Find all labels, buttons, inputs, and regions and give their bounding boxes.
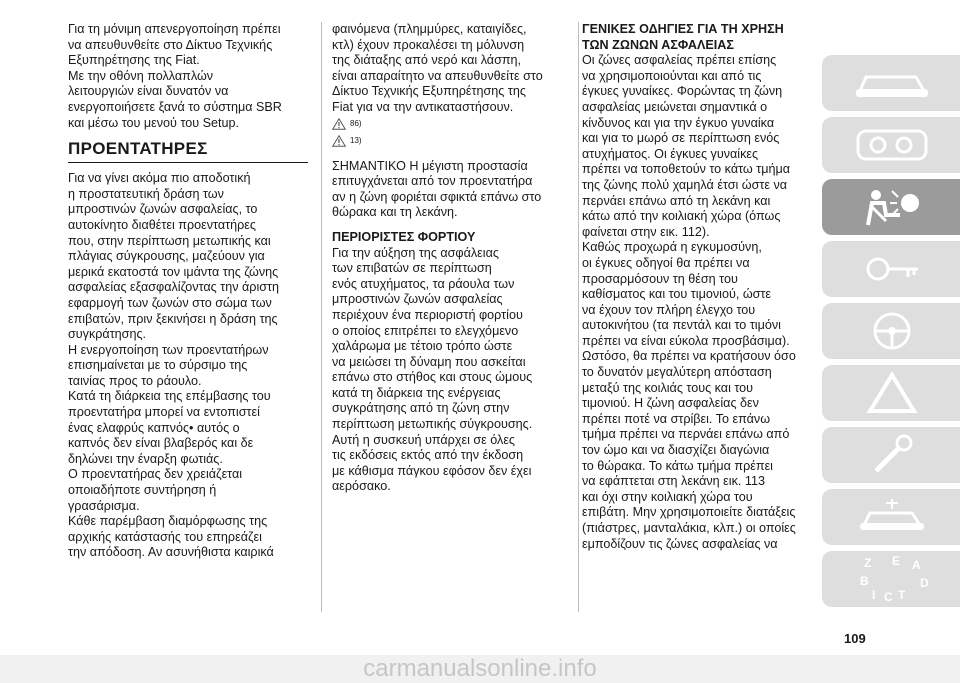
dashboard-icon xyxy=(842,123,942,167)
section-heading-load-limiters: ΠΕΡΙΟΡΙΣΤΕΣ ΦΟΡΤΙΟΥ xyxy=(332,229,476,244)
watermark: carmanualsonline.info xyxy=(0,655,960,683)
text-line: την απόδοση. Αν ασυνήθιστα καιρικά xyxy=(68,545,274,560)
text-line: Κάθε παρέμβαση διαμόρφωσης της xyxy=(68,514,268,529)
text-line: οι έγκυες οδηγοί θα πρέπει να xyxy=(582,255,750,270)
text-line: με κάθισμα πάγκου εφόσον δεν έχει xyxy=(332,463,532,478)
text-line: να έχουν τον πλήρη έλεγχο του xyxy=(582,302,756,317)
section-heading-general-instructions xyxy=(582,22,802,53)
intro-paragraph xyxy=(68,22,308,131)
text-line: ενεργοποιήσετε ξανά το σύστημα SBR xyxy=(68,99,282,114)
chapter-tabs xyxy=(820,55,960,615)
text-line: ένας ελαφρύς καπνός• αυτός ο xyxy=(68,420,240,435)
text-line: Για να γίνει ακόμα πιο αποδοτική xyxy=(68,171,251,186)
text-line: πρέπει ποτέ να στρίβει. Το επάνω xyxy=(582,411,771,426)
caution-ref-number: 13) xyxy=(350,136,362,146)
ignition-key-icon xyxy=(842,247,942,291)
text-line: πρέπει να είναι εύκολα προσβάσιμα). xyxy=(582,333,790,348)
text-line: θώρακα και τη λεκάνη. xyxy=(332,205,458,220)
svg-text:Z: Z xyxy=(864,556,872,570)
svg-text:I: I xyxy=(872,588,876,602)
text-line: είναι απαραίτητο να απευθυνθείτε στο xyxy=(332,68,543,83)
section-heading-pretensioners: ΠΡΟΕΝΤΑΤΗΡΕΣ xyxy=(68,139,308,163)
text-line: να απευθυνθείτε στο Δίκτυο Τεχνικής xyxy=(68,37,273,52)
text-line: Ο προεντατήρας δεν χρειάζεται xyxy=(68,467,243,482)
text-line: φαινόμενα (πλημμύρες, καταιγίδες, xyxy=(332,22,527,36)
tab-index[interactable] xyxy=(822,551,960,607)
text-line: καπνός δεν είναι βλαβερός και δε xyxy=(68,436,254,451)
tab-technical-specs[interactable] xyxy=(822,489,960,545)
text-line: αερόσακο. xyxy=(332,479,391,494)
warning-ref-number: 86) xyxy=(350,119,362,129)
text-line: επιβάτη. Μην χρησιμοποιείτε διατάξεις xyxy=(582,505,796,520)
tab-maintenance[interactable] xyxy=(822,427,960,483)
text-line: των επιβατών σε περίπτωση xyxy=(332,261,492,276)
text-line: ενός ατυχήματος, τα ράουλα των xyxy=(332,276,515,291)
text-line: Καθώς προχωρά η εγκυμοσύνη, xyxy=(582,240,762,255)
pretensioners-paragraph xyxy=(68,171,308,561)
svg-text:T: T xyxy=(898,588,906,602)
caution-triangle-icon xyxy=(332,135,346,147)
text-line: και μέσω του μενού του Setup. xyxy=(68,115,240,130)
text-line: συγκράτησης. xyxy=(68,327,147,342)
text-line: μερικά εκατοστά τον ιμάντα της ζώνης xyxy=(68,264,279,279)
text-line: εφαρμογή των ζωνών στο σώμα των xyxy=(68,295,272,310)
text-line: ΣΗΜΑΝΤΙΚΟ Η μέγιστη προστασία xyxy=(332,158,528,173)
text-line: επιβατών, πριν ξεκινήσει η δράση της xyxy=(68,311,278,326)
text-line: προσαρμόσουν τη θέση του xyxy=(582,271,738,286)
text-line: μπροστινών ζωνών ασφαλείας xyxy=(332,292,503,307)
tab-emergency[interactable] xyxy=(822,365,960,421)
page-number: 109 xyxy=(844,631,866,646)
text-line: ασφαλείας εξασφαλίζοντας την άριστη xyxy=(68,280,279,295)
text-line: η προστατευτική δράση των xyxy=(68,186,224,201)
text-line: Για τη μόνιμη απενεργοποίηση πρέπει xyxy=(68,22,281,36)
text-line: κτλ) έχουν προκαλέσει τη μόλυνση xyxy=(332,37,525,52)
car-icon xyxy=(842,61,942,105)
text-line: το θώρακα. Το κάτω τμήμα πρέπει xyxy=(582,458,773,473)
svg-text:E: E xyxy=(892,554,901,568)
load-limiters-paragraph xyxy=(332,246,572,496)
text-line: Εξυπηρέτησης της Fiat. xyxy=(68,53,200,68)
text-line: ατυχήματος. Οι έγκυες γυναίκες xyxy=(582,146,759,161)
text-line: εμποδίζουν τις ζώνες ασφαλείας να xyxy=(582,536,778,551)
column-3 xyxy=(582,22,802,552)
column-1 xyxy=(68,22,308,561)
important-note xyxy=(332,159,572,221)
svg-text:B: B xyxy=(860,574,869,588)
text-line: ταινίας προς το ράουλο. xyxy=(68,373,202,388)
text-line: αν η ζώνη φοριέται σφικτά επάνω στο xyxy=(332,189,542,204)
text-line: τις εκδόσεις εκτός από την έκδοση xyxy=(332,448,524,463)
svg-text:C: C xyxy=(884,590,893,603)
text-line: τιμονιού. Η ζώνη ασφαλείας δεν xyxy=(582,396,759,411)
text-line: και όχι στην κοιλιακή χώρα του xyxy=(582,489,753,504)
tab-safety[interactable] xyxy=(822,179,960,235)
text-line: Δίκτυο Τεχνικής Εξυπηρέτησης της xyxy=(332,84,526,99)
text-line: οποιαδήποτε συντήρηση ή xyxy=(68,483,217,498)
text-line: το δυνατόν μεγαλύτερη απόσταση xyxy=(582,365,772,380)
text-line: κίνδυνος και για την έγκυο γυναίκα xyxy=(582,115,775,130)
text-line: Ωστόσο, θα πρέπει να κρατήσουν όσο xyxy=(582,349,796,364)
text-line: λειτουργιών είναι δυνατόν να xyxy=(68,84,229,99)
caution-reference xyxy=(332,133,572,150)
text-line: Fiat για να την αντικαταστήσουν. xyxy=(332,99,514,114)
tab-starting[interactable] xyxy=(822,241,960,297)
steering-wheel-icon xyxy=(842,309,942,353)
text-line: κατά τη διάρκεια της ενέργειας xyxy=(332,385,501,400)
specs-car-icon xyxy=(842,495,942,539)
text-line: χαλάρωμα με τέτοιο τρόπο ώστε xyxy=(332,339,513,354)
text-line: τον ώμο και να διασχίζει διαγώνια xyxy=(582,443,770,458)
text-line: επάνω στο στήθος και στους ώμους xyxy=(332,370,533,385)
text-line: έγκυες γυναίκες. Φορώντας τη ζώνη xyxy=(582,84,783,99)
svg-text:D: D xyxy=(920,576,929,590)
text-line: μπροστινών ζωνών ασφαλείας, το xyxy=(68,202,258,217)
text-line: επισημαίνεται με το σύρσιμο της xyxy=(68,358,248,373)
text-line: Η ενεργοποίηση των προεντατήρων xyxy=(68,342,269,357)
text-line: Οι ζώνες ασφαλείας πρέπει επίσης xyxy=(582,53,777,68)
index-letters-icon xyxy=(842,553,942,603)
text-line: περνάει επάνω από τη λεκάνη και xyxy=(582,193,771,208)
text-line: Για την αύξηση της ασφάλειας xyxy=(332,245,499,260)
text-line: φαίνεται στην εικ. 112). xyxy=(582,224,710,239)
text-line: προεντατήρα μπορεί να εντοπιστεί xyxy=(68,405,260,420)
text-line: να εφάπτεται στη λεκάνη εικ. 113 xyxy=(582,474,765,489)
text-line: καθίσματος και του τιμονιού, ώστε xyxy=(582,287,772,302)
text-line: ο οποίος επιτρέπει το ελεγχόμενο xyxy=(332,323,519,338)
column-2 xyxy=(332,22,572,495)
text-line: Με την οθόνη πολλαπλών xyxy=(68,68,214,83)
tab-car-overview[interactable] xyxy=(822,55,960,111)
text-line: αυτοκινήτου (τα πεντάλ και το τιμόνι xyxy=(582,318,781,333)
wrench-icon xyxy=(842,433,942,477)
tab-driving[interactable] xyxy=(822,303,960,359)
text-line: κάτω από την κοιλιακή χώρα (όπως xyxy=(582,209,781,224)
text-line: περιέχουν ένα περιοριστή φορτίου xyxy=(332,307,523,322)
tab-dashboard[interactable] xyxy=(822,117,960,173)
text-line: γρασάρισμα. xyxy=(68,498,140,513)
text-line: να χρησιμοποιούνται και από τις xyxy=(582,68,762,83)
warning-triangle-icon xyxy=(842,371,942,415)
text-line: αυτοκίνητο διαθέτει προεντατήρες xyxy=(68,217,256,232)
text-line: τμήμα πρέπει να περνάει επάνω από xyxy=(582,427,790,442)
text-line: να μειώσει τη δύναμη που ασκείται xyxy=(332,354,526,369)
heading-line: ΤΩΝ ΖΩΝΩΝ ΑΣΦΑΛΕΙΑΣ xyxy=(582,37,734,52)
warning-reference xyxy=(332,116,572,133)
text-line: της διάταξης από νερό και λάσπη, xyxy=(332,53,522,68)
text-line: ασφαλείας μειώνεται σημαντικά ο xyxy=(582,99,768,114)
continued-paragraph xyxy=(332,22,572,116)
warning-triangle-icon xyxy=(332,118,346,130)
airbag-seatbelt-icon xyxy=(842,185,942,229)
text-line: αρχικής κατάστασής του επηρεάζει xyxy=(68,529,262,544)
text-line: πρέπει να τοποθετούν το κάτω τμήμα xyxy=(582,162,791,177)
text-line: Αυτή η συσκευή υπάρχει σε όλες xyxy=(332,432,515,447)
text-line: μεταξύ της κοιλιάς τους και του xyxy=(582,380,754,395)
text-line: επιτυγχάνεται από τον προεντατήρα xyxy=(332,174,533,189)
svg-text:A: A xyxy=(912,558,921,572)
column-divider xyxy=(321,22,322,612)
column-divider xyxy=(578,22,579,612)
heading-line: ΓΕΝΙΚΕΣ ΟΔΗΓΙΕΣ ΓΙΑ ΤΗ ΧΡΗΣΗ xyxy=(582,22,784,36)
text-line: περίπτωση μετωπικής σύγκρουσης. xyxy=(332,417,533,432)
text-line: και για το μωρό σε περίπτωση ενός xyxy=(582,131,780,146)
text-line: που, στην περίπτωση μετωπικής και xyxy=(68,233,271,248)
text-line: Κατά τη διάρκεια της επέμβασης του xyxy=(68,389,271,404)
text-line: πλάγιας σύγκρουσης, μαζεύουν για xyxy=(68,249,265,264)
text-line: συγκράτησης από τη ζώνη στην xyxy=(332,401,510,416)
text-line: της ζώνης πολύ χαμηλά έτσι ώστε να xyxy=(582,177,788,192)
text-line: (πιάστρες, μανταλάκια, κλπ.) οι οποίες xyxy=(582,521,796,535)
text-line: δηλώνει την έναρξη φωτιάς. xyxy=(68,451,223,466)
general-instructions-paragraph xyxy=(582,53,802,552)
